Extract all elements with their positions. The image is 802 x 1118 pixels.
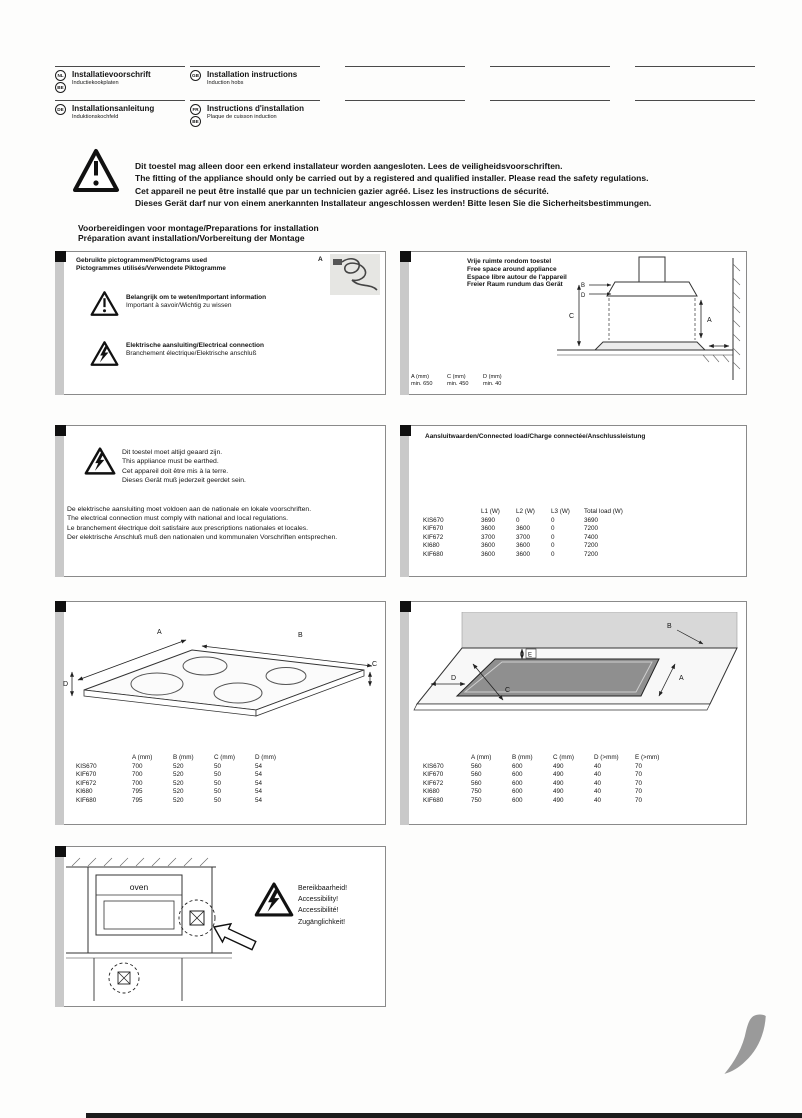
dim-label-a: A — [679, 675, 684, 682]
table-cell: 7400 — [584, 533, 599, 541]
earthing-line-en: This appliance must be earthed. — [122, 458, 219, 466]
header-title: Installationsanleitung — [72, 104, 155, 113]
header-cell-nl-be — [55, 66, 185, 98]
table-cell: min. 650 — [411, 381, 433, 387]
table-header-cell: L1 (W) — [481, 508, 500, 515]
regulations-line-nl: De elektrische aansluiting moet voldoen aan de nationale en lokale voorschriften. — [67, 506, 312, 513]
table-cell: 54 — [255, 771, 263, 779]
table-cell: 54 — [255, 796, 263, 804]
free-space-title-de: Freier Raum rundum das Gerät — [467, 281, 563, 289]
dim-label-e: E — [528, 652, 533, 659]
pictograms-box — [55, 251, 386, 395]
table-header-cell: A (mm) — [471, 754, 492, 761]
header-subtitle: Induction hobs — [207, 79, 244, 86]
free-space-diagram — [551, 254, 741, 385]
electrical-triangle-icon — [90, 340, 119, 367]
table-cell: 490 — [553, 796, 564, 804]
table-header-cell: D (>mm) — [594, 754, 619, 761]
oven-installation-diagram — [64, 853, 279, 1003]
table-cell: 54 — [255, 762, 263, 770]
table-cell: 3600 — [516, 542, 531, 550]
safety-line-fr: Cet appareil ne peut être installé que par un technicien gazier agréé. Lisez les instructions de sécurité. — [135, 185, 549, 196]
free-space-box — [400, 251, 747, 395]
safety-line-nl: Dit toestel mag alleen door een erkend installateur worden aangesloten. Lees de veiligheidsvoorschriften. — [135, 161, 563, 171]
side-bar — [55, 857, 64, 1007]
table-cell: KIF680 — [76, 796, 97, 804]
table-row — [423, 542, 646, 551]
table-cell: 3600 — [481, 550, 496, 558]
table-header-cell: D (mm) — [255, 754, 276, 761]
corner-marker — [400, 425, 411, 436]
table-header-row — [411, 374, 519, 381]
table-cell: 3600 — [481, 525, 496, 533]
table-row — [423, 534, 646, 543]
cooktop-dims-diagram — [62, 618, 382, 753]
exclamation-dot — [103, 309, 106, 312]
wall-hatching — [733, 264, 740, 369]
header-cell-empty — [490, 66, 610, 98]
table-row — [76, 780, 296, 789]
table-cell: 0 — [551, 550, 555, 558]
table-cell: 600 — [512, 796, 523, 804]
table-cell: 3700 — [481, 533, 496, 541]
table-row — [423, 788, 676, 797]
regulations-line-fr: Le branchement électrique doit satisfaire aux prescriptions nationales et locales. — [67, 524, 309, 532]
table-row — [76, 771, 296, 780]
mains-cable-image — [330, 254, 380, 295]
table-cell: 520 — [173, 771, 184, 779]
electrical-line1: Elektrische aansluiting/Electrical connection — [126, 342, 264, 349]
table-cell: 40 — [594, 771, 602, 779]
table-cell: 520 — [173, 796, 184, 804]
table-cell: 50 — [214, 788, 222, 796]
counter-hatching — [703, 355, 729, 362]
table-cell: 7200 — [584, 542, 599, 550]
table-cell: 750 — [471, 796, 482, 804]
table-row — [423, 797, 676, 806]
back-wall — [462, 612, 737, 648]
side-bar — [55, 262, 64, 395]
exclamation-bar — [103, 298, 105, 307]
important-info-text — [126, 294, 266, 310]
header-cell-empty — [490, 100, 610, 132]
connected-load-table — [423, 508, 646, 560]
table-header-cell: A (mm) — [411, 374, 430, 380]
arrow-shape — [210, 918, 258, 955]
header-cell-empty — [635, 100, 755, 132]
table-header-cell: L3 (W) — [551, 508, 570, 515]
table-cell: 3700 — [516, 533, 531, 541]
accessibility-line-en: Accessibility! — [298, 896, 339, 904]
earthing-line-fr: Cet appareil doit être mis à la terre. — [122, 467, 229, 475]
important-triangle-icon — [90, 290, 119, 317]
oven-label: oven — [129, 882, 149, 892]
electrical-triangle-icon — [84, 446, 116, 476]
table-header-row — [423, 754, 676, 763]
header-text — [72, 70, 151, 98]
cable-drawing — [330, 254, 380, 295]
table-cell: 3600 — [516, 525, 531, 533]
table-header-cell: B (mm) — [173, 754, 194, 761]
accessibility-box — [55, 846, 386, 1007]
pointer-block-arrow — [210, 918, 258, 955]
header-title: Instructions d'installation — [207, 104, 305, 113]
table-header-cell: B (mm) — [512, 754, 533, 761]
table-cell: 40 — [594, 779, 602, 787]
header-title: Installation instructions — [207, 70, 298, 79]
bottom-edge-band — [86, 1113, 802, 1118]
free-space-title-en: Free space around appliance — [467, 265, 557, 273]
table-cell: 520 — [173, 788, 184, 796]
cutout-dims-table — [423, 754, 676, 806]
table-header-cell: Total load (W) — [584, 508, 623, 515]
table-cell: 50 — [214, 779, 222, 787]
table-cell: 560 — [471, 779, 482, 787]
table-cell: 0 — [551, 516, 555, 524]
connected-load-title: Aansluitwaarden/Connected load/Charge connectée/Anschlussleistung — [425, 433, 646, 440]
table-header-cell: L2 (W) — [516, 508, 535, 515]
lang-badge-de: DE — [55, 104, 66, 115]
header-cell-empty — [635, 66, 755, 98]
table-header-row — [76, 754, 296, 763]
table-cell: KIF680 — [423, 550, 444, 558]
table-header-cell: C (mm) — [553, 754, 574, 761]
corner-marker — [400, 251, 411, 262]
table-cell: 560 — [471, 762, 482, 770]
table-cell: 490 — [553, 788, 564, 796]
table-header-cell: D (mm) — [483, 374, 502, 380]
cord-end — [352, 280, 377, 290]
table-cell: 490 — [553, 771, 564, 779]
pictograms-title-line2: Pictogrammes utilisés/Verwendete Piktogramme — [76, 264, 226, 272]
table-cell: 600 — [512, 771, 523, 779]
side-bar — [400, 262, 409, 395]
dim-label-a: A — [157, 629, 162, 636]
cooker-hood — [607, 282, 697, 296]
header-cell-gb — [190, 66, 320, 98]
connected-load-box — [400, 425, 747, 577]
table-cell: 50 — [214, 796, 222, 804]
dim-label-c: C — [505, 687, 511, 694]
table-cell: 7200 — [584, 550, 599, 558]
table-header-cell: C (mm) — [214, 754, 235, 761]
table-cell: 0 — [516, 516, 520, 524]
regulations-line-en: The electrical connection must comply with national and local regulations. — [67, 515, 289, 523]
table-cell: 70 — [635, 788, 643, 796]
table-cell: 40 — [594, 762, 602, 770]
dim-label-b: B — [667, 623, 672, 630]
language-badges — [190, 104, 203, 132]
free-space-dims-table — [411, 374, 519, 388]
dim-label-b: B — [298, 632, 303, 639]
electrical-connection-text — [126, 342, 264, 358]
table-cell: 700 — [132, 779, 143, 787]
important-line1: Belangrijk om te weten/Important information — [126, 294, 267, 301]
table-header-cell — [423, 508, 481, 517]
table-cell: 40 — [594, 796, 602, 804]
table-cell: 3600 — [481, 542, 496, 550]
lang-badge-fr: FR — [190, 104, 201, 115]
table-cell: KIS670 — [423, 762, 444, 770]
exclamation-bar — [94, 161, 98, 176]
warning-triangle-icon — [72, 148, 120, 194]
table-cell: 795 — [132, 788, 143, 796]
safety-warning-text — [135, 160, 651, 209]
table-cell: KI680 — [423, 788, 440, 796]
table-cell: 795 — [132, 796, 143, 804]
dim-label-d: D — [451, 675, 457, 682]
table-cell: 70 — [635, 779, 643, 787]
table-cell: KIF672 — [423, 533, 444, 541]
table-cell: KIF670 — [423, 525, 444, 533]
table-cell: KIF672 — [76, 779, 97, 787]
table-cell: 70 — [635, 762, 643, 770]
header-subtitle: Induktionskochfeld — [72, 113, 119, 120]
header-subtitle: Inductiekookplaten — [72, 79, 119, 86]
electrical-line2: Branchement électrique/Elektrische anschluß — [126, 349, 257, 357]
table-row — [423, 551, 646, 560]
cutout-dims-box — [400, 601, 747, 825]
table-row — [76, 797, 296, 806]
table-cell: 700 — [132, 771, 143, 779]
table-cell: KIF672 — [423, 779, 444, 787]
swoosh-shape — [724, 1015, 765, 1074]
table-header-cell — [76, 754, 132, 763]
electrical-triangle-icon — [254, 881, 294, 918]
table-cell: 600 — [512, 779, 523, 787]
coiled-cord — [342, 259, 366, 281]
table-cell: KIF670 — [423, 771, 444, 779]
dim-label-a: A — [707, 317, 712, 324]
header-cell-empty — [345, 66, 465, 98]
accessibility-line-nl: Bereikbaarheid! — [298, 885, 348, 892]
table-row — [411, 381, 519, 388]
table-cell: KIF670 — [76, 771, 97, 779]
exclamation-dot — [93, 180, 98, 185]
table-cell: 54 — [255, 779, 263, 787]
header-title: Installatievoorschrift — [72, 70, 151, 79]
plug — [333, 259, 342, 265]
dim-label-b: B — [581, 283, 586, 289]
table-row — [76, 788, 296, 797]
table-header-cell — [423, 754, 471, 763]
corner-marker — [55, 425, 66, 436]
table-row — [423, 525, 646, 534]
table-cell: 0 — [551, 542, 555, 550]
language-badges — [55, 70, 68, 98]
lang-badge-be: BE — [190, 116, 201, 127]
table-header-cell: C (mm) — [447, 374, 466, 380]
language-badges — [55, 104, 68, 132]
pictograms-title — [76, 257, 226, 273]
table-cell: KIS670 — [423, 516, 444, 524]
table-header-row — [423, 508, 646, 517]
header-cell-empty — [345, 100, 465, 132]
table-row — [423, 771, 676, 780]
table-cell: 0 — [551, 525, 555, 533]
table-header-cell: A (mm) — [132, 754, 153, 761]
table-cell: 3600 — [516, 550, 531, 558]
table-cell: 50 — [214, 771, 222, 779]
table-cell: KI680 — [76, 788, 93, 796]
cable-figure-label: A — [318, 256, 323, 263]
header-text — [207, 70, 297, 98]
earthing-text — [122, 448, 246, 485]
table-cell: 3690 — [481, 516, 496, 524]
appliance-dims-box — [55, 601, 386, 825]
header-text — [72, 104, 154, 132]
free-space-title-fr: Espace libre autour de l'appareil — [467, 273, 567, 281]
dim-label-d: D — [63, 681, 69, 688]
appliance-dims-table — [76, 754, 296, 806]
table-cell: 600 — [512, 762, 523, 770]
table-cell: min. 40 — [483, 381, 502, 387]
table-cell: 50 — [214, 762, 222, 770]
table-cell: 3690 — [584, 516, 599, 524]
table-row — [423, 517, 646, 526]
table-cell: KIS670 — [76, 762, 97, 770]
table-cell: 520 — [173, 762, 184, 770]
table-cell: 490 — [553, 762, 564, 770]
preparations-heading-line2: Préparation avant installation/Vorbereitung der Montage — [78, 232, 305, 243]
dim-label-c: C — [569, 313, 575, 320]
table-cell: KI680 — [423, 542, 440, 550]
cooktop — [595, 342, 705, 350]
header-subtitle: Plaque de cuisson induction — [207, 113, 277, 120]
earthing-line-nl: Dit toestel moet altijd geaard zijn. — [122, 449, 223, 456]
lang-badge-be: BE — [55, 82, 66, 93]
accessibility-line-fr: Accessibilité! — [298, 907, 339, 915]
accessibility-text — [298, 883, 347, 928]
safety-line-en: The fitting of the appliance should only be carried out by a registered and qualified installer. Please read the safety regulations. — [135, 173, 649, 184]
important-line2: Important à savoir/Wichtig zu wissen — [126, 301, 232, 309]
side-bar — [55, 436, 64, 577]
lang-badge-gb: GB — [190, 70, 201, 81]
table-cell: 70 — [635, 796, 643, 804]
header-cell-de — [55, 100, 185, 132]
free-space-title-nl: Vrije ruimte rondom toestel — [467, 258, 552, 265]
table-cell: 7200 — [584, 525, 599, 533]
table-cell: 700 — [132, 762, 143, 770]
preparations-heading — [78, 224, 319, 243]
table-row — [423, 763, 676, 772]
pictograms-title-line1: Gebruikte pictogrammen/Pictograms used — [76, 257, 208, 264]
table-header-cell: E (>mm) — [635, 754, 660, 761]
dim-label-d: D — [581, 293, 586, 299]
table-cell: 0 — [551, 533, 555, 541]
corner-marker — [400, 601, 411, 612]
table-cell: 40 — [594, 788, 602, 796]
side-bar — [400, 436, 409, 577]
table-cell: 54 — [255, 788, 263, 796]
table-cell: KIF680 — [423, 796, 444, 804]
safety-line-de: Dieses Gerät darf nur von einem anerkannten Installateur angeschlossen werden! Bitte lesen Sie die Sicherheitsbestimmungen. — [135, 197, 652, 208]
brand-swoosh — [716, 1014, 768, 1076]
chimney — [639, 257, 665, 282]
table-cell: min. 450 — [447, 381, 469, 387]
dim-label-c: C — [372, 661, 378, 668]
language-badges — [190, 70, 203, 98]
corner-marker — [55, 601, 66, 612]
corner-marker — [55, 251, 66, 262]
regulations-text — [67, 505, 337, 542]
table-row — [423, 780, 676, 789]
table-cell: 490 — [553, 779, 564, 787]
table-cell: 600 — [512, 788, 523, 796]
table-cell: 70 — [635, 771, 643, 779]
accessibility-line-de: Zugänglichkeit! — [298, 918, 346, 926]
worktop-front-edge — [414, 704, 710, 710]
table-cell: 560 — [471, 771, 482, 779]
ceiling-hatching — [72, 858, 208, 866]
preparations-heading-line1: Voorbereidingen voor montage/Preparations for installation — [78, 223, 319, 233]
table-row — [76, 763, 296, 772]
header-text — [207, 104, 304, 132]
cutout-diagram — [407, 612, 739, 752]
table-cell: 520 — [173, 779, 184, 787]
earthing-line-de: Dieses Gerät muß jederzeit geerdet sein. — [122, 476, 246, 484]
lang-badge-nl: NL — [55, 70, 66, 81]
regulations-line-de: Der elektrische Anschluß muß den nationalen und kommunalen Vorschriften entsprechen. — [67, 533, 338, 541]
header-cell-fr-be — [190, 100, 320, 132]
table-cell: 750 — [471, 788, 482, 796]
earthing-box — [55, 425, 386, 577]
